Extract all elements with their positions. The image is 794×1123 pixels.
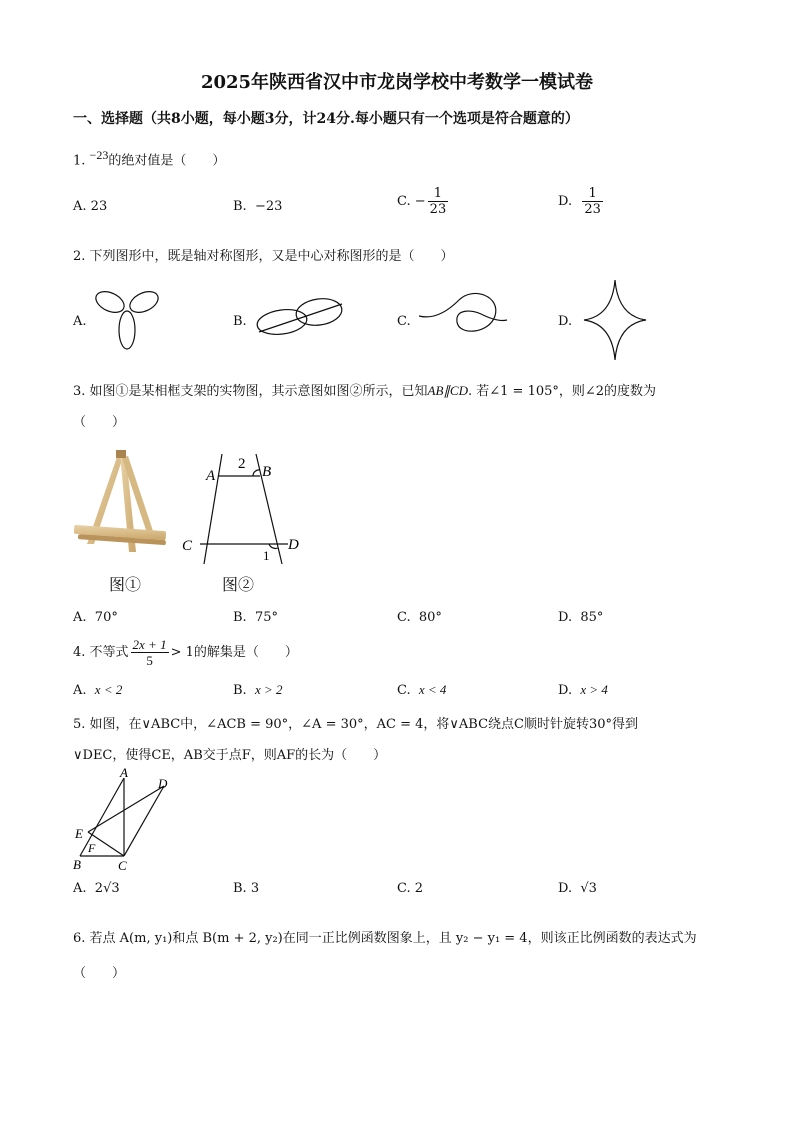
option-d[interactable]: D. √3: [558, 881, 597, 896]
label-d: D: [158, 776, 168, 791]
option-d[interactable]: D. x > 4: [558, 682, 608, 698]
question-5-stem-line2: ∨DEC，使得CE，AB交于点F，则AF的长为（ ）: [73, 748, 387, 763]
label-b: B: [262, 464, 272, 480]
angle-2-label: 2: [238, 456, 246, 472]
math-expression: −23: [89, 148, 109, 162]
question-6-stem-line1: 6. 若点 A(m, y₁)和点 B(m + 2, y₂)在同一正比例函数图象上，且 y₂ − y₁ = 4，则该正比例函数的表达式为: [73, 931, 697, 946]
option-c[interactable]: C. 2: [397, 881, 424, 896]
page-title: 2025年陕西省汉中市龙岗学校中考数学一模试卷: [200, 72, 594, 93]
label-c: C: [182, 538, 193, 554]
figure-caption-2: 图②: [222, 575, 255, 594]
question-3-paren: （ ）: [73, 415, 126, 430]
question-6-paren: （ ）: [73, 966, 126, 981]
option-b[interactable]: B. x > 2: [233, 682, 283, 698]
option-b[interactable]: B. 75°: [233, 610, 278, 625]
rotation-triangle-diagram: [70, 764, 180, 874]
label-c: C: [118, 858, 127, 873]
question-text: 的绝对值是（ ）: [108, 153, 226, 169]
section-heading: 一、选择题（共8小题，每小题3分，计24分.每小题只有一个选项是符合题意的）: [73, 111, 579, 127]
figure-2-diagram: [178, 448, 308, 568]
option-c[interactable]: C. − $\frac{1}{23}$: [397, 186, 447, 217]
option-a[interactable]: A. 70°: [73, 610, 118, 625]
option-b[interactable]: B. 3: [233, 881, 260, 896]
question-2-stem: 2. 下列图形中，既是轴对称图形，又是中心对称图形的是（ ）: [73, 249, 454, 264]
label-a: A: [206, 468, 216, 484]
option-d[interactable]: D.: [558, 314, 573, 329]
option-b[interactable]: B.: [233, 314, 247, 329]
question-1-stem: [73, 148, 225, 168]
option-b[interactable]: B. −23: [233, 199, 283, 214]
option-a[interactable]: A. 23: [73, 199, 108, 214]
label-a: A: [120, 765, 128, 780]
label-e: E: [75, 826, 83, 841]
question-4-stem: 4. 不等式 $\frac{2x + 1}{5}$ > 1的解集是（ ）: [73, 637, 298, 668]
loop-curve-figure: [415, 290, 509, 348]
easel-photo: [72, 448, 172, 563]
option-c[interactable]: C.: [397, 314, 411, 329]
option-a[interactable]: A. x < 2: [73, 682, 123, 698]
option-a[interactable]: A.: [73, 314, 87, 329]
option-c[interactable]: C. 80°: [397, 610, 442, 625]
option-a[interactable]: A. 2√3: [73, 881, 120, 896]
label-b: B: [73, 857, 81, 872]
option-d[interactable]: D. 85°: [558, 610, 604, 625]
question-3-stem: 3. 如图①是某相框支架的实物图，其示意图如图②所示，已知AB∥CD. 若∠1 = 105°，则∠2的度数为: [73, 383, 657, 399]
label-d: D: [288, 537, 299, 553]
two-ellipses-figure: [254, 294, 346, 344]
angle-1-label: 1: [263, 548, 270, 563]
question-number: 1.: [73, 153, 86, 169]
option-c[interactable]: C. x < 4: [397, 682, 447, 698]
figure-caption-1: 图①: [109, 575, 142, 594]
astroid-star-figure: [582, 278, 648, 362]
trefoil-figure: [88, 288, 168, 354]
question-5-stem-line1: 5. 如图，在∨ABC中，∠ACB = 90°，∠A = 30°，AC = 4，将∨ABC绕点C顺时针旋转30°得到: [73, 717, 639, 732]
option-d[interactable]: D. $\frac{1}{23}$: [558, 186, 601, 217]
label-f: F: [88, 841, 96, 855]
